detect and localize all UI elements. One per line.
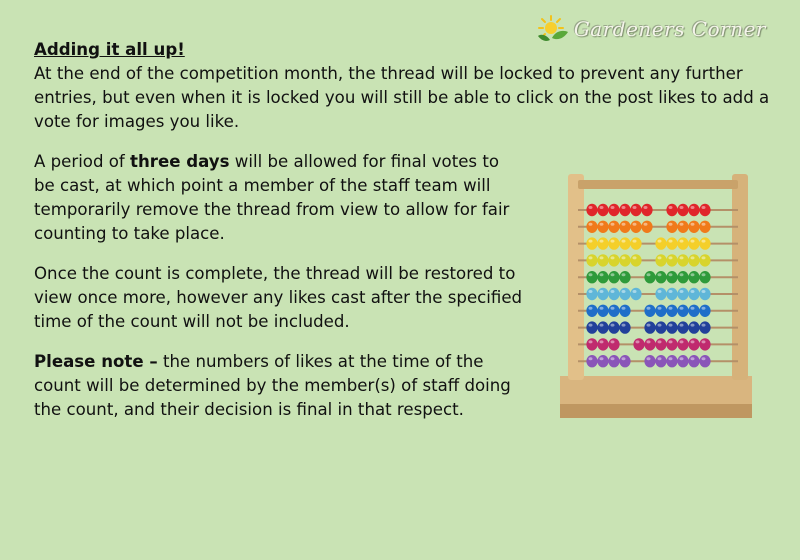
abacus-bead-highlight — [658, 240, 662, 243]
abacus-bead-highlight — [622, 324, 626, 327]
abacus-bead-highlight — [680, 290, 684, 293]
abacus-bead — [699, 305, 710, 317]
abacus-bead — [666, 338, 677, 350]
abacus-bead-highlight — [589, 240, 593, 243]
abacus-bead-highlight — [669, 307, 673, 310]
abacus-bead — [586, 288, 597, 300]
abacus-bead — [630, 221, 641, 233]
abacus-bead-highlight — [691, 307, 695, 310]
abacus-bead-highlight — [702, 307, 706, 310]
abacus-bead — [597, 338, 608, 350]
final-votes-rest: will be allowed for final votes to be cast, at which point a member of the staff team will temporarily remove the thread from view to allow for fair counting to take place. — [34, 152, 510, 243]
paragraph-locking: At the end of the competition month, the thread will be locked to prevent any further entries, but even when it is locked you will still be able to click on the post likes to add a vote for images you like. — [34, 64, 770, 131]
abacus-bead-highlight — [669, 290, 673, 293]
paragraph-please-note — [34, 350, 524, 422]
abacus-bead — [677, 288, 688, 300]
abacus-bead-highlight — [647, 324, 651, 327]
abacus-bead — [586, 321, 597, 333]
abacus-bead — [699, 221, 710, 233]
abacus-bead-highlight — [589, 273, 593, 276]
abacus-bead — [608, 288, 619, 300]
abacus-bead — [644, 305, 655, 317]
abacus-bead-highlight — [658, 290, 662, 293]
abacus-bead-highlight — [702, 223, 706, 226]
abacus-bead — [597, 237, 608, 249]
abacus-bead-highlight — [600, 206, 604, 209]
abacus-bead-highlight — [647, 340, 651, 343]
abacus-bead — [688, 271, 699, 283]
abacus-bead — [586, 204, 597, 216]
abacus-bead — [586, 338, 597, 350]
abacus-bead — [666, 221, 677, 233]
abacus-bead-highlight — [622, 256, 626, 259]
abacus-bead — [608, 355, 619, 367]
abacus-bead — [586, 221, 597, 233]
abacus-bead-highlight — [680, 206, 684, 209]
abacus-bead-highlight — [680, 256, 684, 259]
abacus-bead-highlight — [691, 273, 695, 276]
abacus-bead — [619, 221, 630, 233]
abacus-bead-highlight — [658, 307, 662, 310]
abacus-bead — [586, 271, 597, 283]
abacus-bead-highlight — [680, 223, 684, 226]
abacus-bead-highlight — [658, 324, 662, 327]
abacus-bead — [619, 321, 630, 333]
abacus-bead-highlight — [669, 357, 673, 360]
abacus-bead — [619, 288, 630, 300]
paragraph-final-votes — [34, 150, 524, 246]
abacus-bead-highlight — [622, 206, 626, 209]
abacus-bead — [688, 321, 699, 333]
abacus-bead-highlight — [702, 256, 706, 259]
abacus-bead — [644, 338, 655, 350]
abacus-bead — [677, 237, 688, 249]
abacus-bead-highlight — [669, 273, 673, 276]
abacus-bead-highlight — [647, 357, 651, 360]
abacus-bead-highlight — [669, 240, 673, 243]
abacus-bead — [677, 221, 688, 233]
abacus-bead-highlight — [647, 307, 651, 310]
abacus-bead — [688, 221, 699, 233]
abacus-bead-highlight — [622, 290, 626, 293]
abacus-bead-highlight — [622, 357, 626, 360]
abacus-bead — [630, 288, 641, 300]
abacus-bead — [688, 288, 699, 300]
abacus-bead-highlight — [589, 223, 593, 226]
abacus-bead-highlight — [589, 256, 593, 259]
abacus-bead-highlight — [600, 256, 604, 259]
abacus-bead-highlight — [633, 223, 637, 226]
abacus-bead — [655, 355, 666, 367]
abacus-bead-highlight — [589, 357, 593, 360]
abacus-bead — [633, 338, 644, 350]
abacus-bead-highlight — [611, 357, 615, 360]
abacus-bead — [666, 305, 677, 317]
abacus-bead-highlight — [691, 357, 695, 360]
abacus-bead — [608, 271, 619, 283]
abacus-bead-highlight — [589, 340, 593, 343]
abacus-bead — [597, 271, 608, 283]
abacus-bead-highlight — [669, 223, 673, 226]
abacus-bead — [699, 237, 710, 249]
abacus-bead — [655, 321, 666, 333]
abacus-bead-highlight — [622, 223, 626, 226]
abacus-bead — [677, 321, 688, 333]
abacus-bead — [597, 254, 608, 266]
abacus-bead-highlight — [658, 357, 662, 360]
abacus-bead — [655, 338, 666, 350]
abacus-bead — [655, 305, 666, 317]
please-note-rest: the numbers of likes at the time of the count will be determined by the member(s) of staff doing the count, and their decision is final in that respect. — [34, 352, 511, 419]
abacus-bead-highlight — [702, 340, 706, 343]
abacus-bead-highlight — [702, 273, 706, 276]
abacus-bead-highlight — [636, 340, 640, 343]
abacus-bead — [666, 237, 677, 249]
abacus-bead — [597, 221, 608, 233]
abacus-bead-highlight — [589, 324, 593, 327]
abacus-bead — [619, 305, 630, 317]
abacus-bead-highlight — [644, 223, 648, 226]
abacus-bead-highlight — [611, 340, 615, 343]
paragraph-restore: Once the count is complete, the thread will be restored to view once more, however any likes cast after the specified time of the count will not be included. — [34, 264, 523, 331]
abacus-bead-highlight — [633, 290, 637, 293]
abacus-bead-highlight — [702, 324, 706, 327]
abacus-bead-highlight — [691, 256, 695, 259]
abacus-bead — [677, 204, 688, 216]
abacus-bead — [677, 305, 688, 317]
abacus-bead — [677, 271, 688, 283]
abacus-bead-highlight — [611, 223, 615, 226]
abacus-bead-highlight — [611, 206, 615, 209]
abacus-bead — [677, 338, 688, 350]
abacus-bead-highlight — [658, 340, 662, 343]
abacus-bead — [666, 321, 677, 333]
abacus-bead-highlight — [680, 240, 684, 243]
abacus-bead-highlight — [658, 273, 662, 276]
abacus-bead — [688, 204, 699, 216]
abacus-bead — [655, 237, 666, 249]
abacus-bead — [699, 204, 710, 216]
abacus-bead — [688, 237, 699, 249]
abacus-bead — [597, 288, 608, 300]
abacus-bead — [655, 254, 666, 266]
abacus-bead — [666, 204, 677, 216]
please-note-emphasis: Please note – — [34, 352, 158, 371]
abacus-bead-highlight — [647, 273, 651, 276]
abacus-bead-highlight — [611, 256, 615, 259]
abacus-bead — [619, 237, 630, 249]
abacus-bead — [655, 288, 666, 300]
abacus-bead — [597, 321, 608, 333]
abacus-bead-highlight — [600, 357, 604, 360]
abacus-bead — [688, 355, 699, 367]
abacus-bead-highlight — [702, 240, 706, 243]
abacus-bead-highlight — [691, 206, 695, 209]
abacus-bead — [619, 355, 630, 367]
abacus-bead-highlight — [680, 307, 684, 310]
abacus-bead — [699, 338, 710, 350]
abacus-bead — [644, 321, 655, 333]
abacus-bead — [608, 254, 619, 266]
abacus-bead-highlight — [611, 240, 615, 243]
abacus-bead-highlight — [600, 324, 604, 327]
abacus-bead-highlight — [691, 223, 695, 226]
abacus-bead-highlight — [622, 273, 626, 276]
abacus-bead — [699, 321, 710, 333]
abacus-bead — [641, 204, 652, 216]
abacus-bead — [608, 237, 619, 249]
abacus-bead — [619, 204, 630, 216]
abacus-bead — [608, 338, 619, 350]
abacus-bead — [608, 221, 619, 233]
logo-text: Gardeners Corner — [573, 17, 766, 41]
abacus-bead-highlight — [691, 240, 695, 243]
abacus-image — [556, 168, 756, 422]
abacus-bead-highlight — [633, 240, 637, 243]
abacus-bead — [619, 271, 630, 283]
abacus-bead — [597, 204, 608, 216]
abacus-bead-highlight — [589, 290, 593, 293]
abacus-bead-highlight — [680, 324, 684, 327]
abacus-bead — [666, 271, 677, 283]
abacus-bead — [586, 355, 597, 367]
abacus-bead-highlight — [702, 357, 706, 360]
abacus-bead-highlight — [680, 357, 684, 360]
abacus-bead-highlight — [589, 307, 593, 310]
abacus-bead-highlight — [600, 290, 604, 293]
abacus-bead — [699, 254, 710, 266]
abacus-bead-highlight — [600, 340, 604, 343]
abacus-bead-highlight — [669, 324, 673, 327]
abacus-bead — [655, 271, 666, 283]
abacus-bead — [630, 254, 641, 266]
abacus-bead-highlight — [633, 206, 637, 209]
abacus-bead — [597, 305, 608, 317]
abacus-bead — [644, 355, 655, 367]
abacus-bead — [699, 271, 710, 283]
abacus-bead-highlight — [600, 273, 604, 276]
abacus-bead — [688, 254, 699, 266]
abacus-bead — [586, 254, 597, 266]
abacus-bead — [666, 254, 677, 266]
abacus-bead-highlight — [702, 290, 706, 293]
abacus-bead-highlight — [691, 340, 695, 343]
abacus-bead — [630, 204, 641, 216]
abacus-bead-highlight — [702, 206, 706, 209]
abacus-bead — [644, 271, 655, 283]
abacus-bead — [677, 355, 688, 367]
abacus-bead-highlight — [669, 340, 673, 343]
abacus-bead-highlight — [680, 340, 684, 343]
abacus-bead-highlight — [589, 206, 593, 209]
abacus-bead — [666, 288, 677, 300]
abacus-bead-highlight — [611, 290, 615, 293]
abacus-bead — [586, 305, 597, 317]
abacus-bead — [630, 237, 641, 249]
abacus-bead — [619, 254, 630, 266]
abacus-bead — [641, 221, 652, 233]
abacus-bead — [608, 305, 619, 317]
abacus-bead-highlight — [669, 206, 673, 209]
abacus-bead — [699, 288, 710, 300]
abacus-bead-highlight — [669, 256, 673, 259]
abacus-bead-highlight — [611, 324, 615, 327]
abacus-bead-highlight — [600, 307, 604, 310]
final-votes-lead: A period of — [34, 152, 131, 171]
abacus-bead — [608, 321, 619, 333]
abacus-bead-highlight — [658, 256, 662, 259]
abacus-bead-highlight — [622, 240, 626, 243]
abacus-bead-highlight — [644, 206, 648, 209]
slide-heading: Adding it all up! — [34, 40, 185, 59]
abacus-bead-highlight — [622, 307, 626, 310]
abacus-bead-highlight — [611, 307, 615, 310]
abacus-bead — [688, 338, 699, 350]
abacus-bead — [666, 355, 677, 367]
three-days-emphasis: three days — [130, 152, 230, 171]
abacus-bead — [586, 237, 597, 249]
abacus-bead — [677, 254, 688, 266]
abacus-bead — [699, 355, 710, 367]
abacus-bead-highlight — [600, 223, 604, 226]
abacus-bead-highlight — [680, 273, 684, 276]
abacus-bead — [688, 305, 699, 317]
abacus-bead-highlight — [691, 290, 695, 293]
abacus-bead — [597, 355, 608, 367]
abacus-bead-highlight — [633, 256, 637, 259]
abacus-bead-highlight — [611, 273, 615, 276]
abacus-bead-highlight — [600, 240, 604, 243]
abacus-bead — [608, 204, 619, 216]
abacus-bead-highlight — [691, 324, 695, 327]
